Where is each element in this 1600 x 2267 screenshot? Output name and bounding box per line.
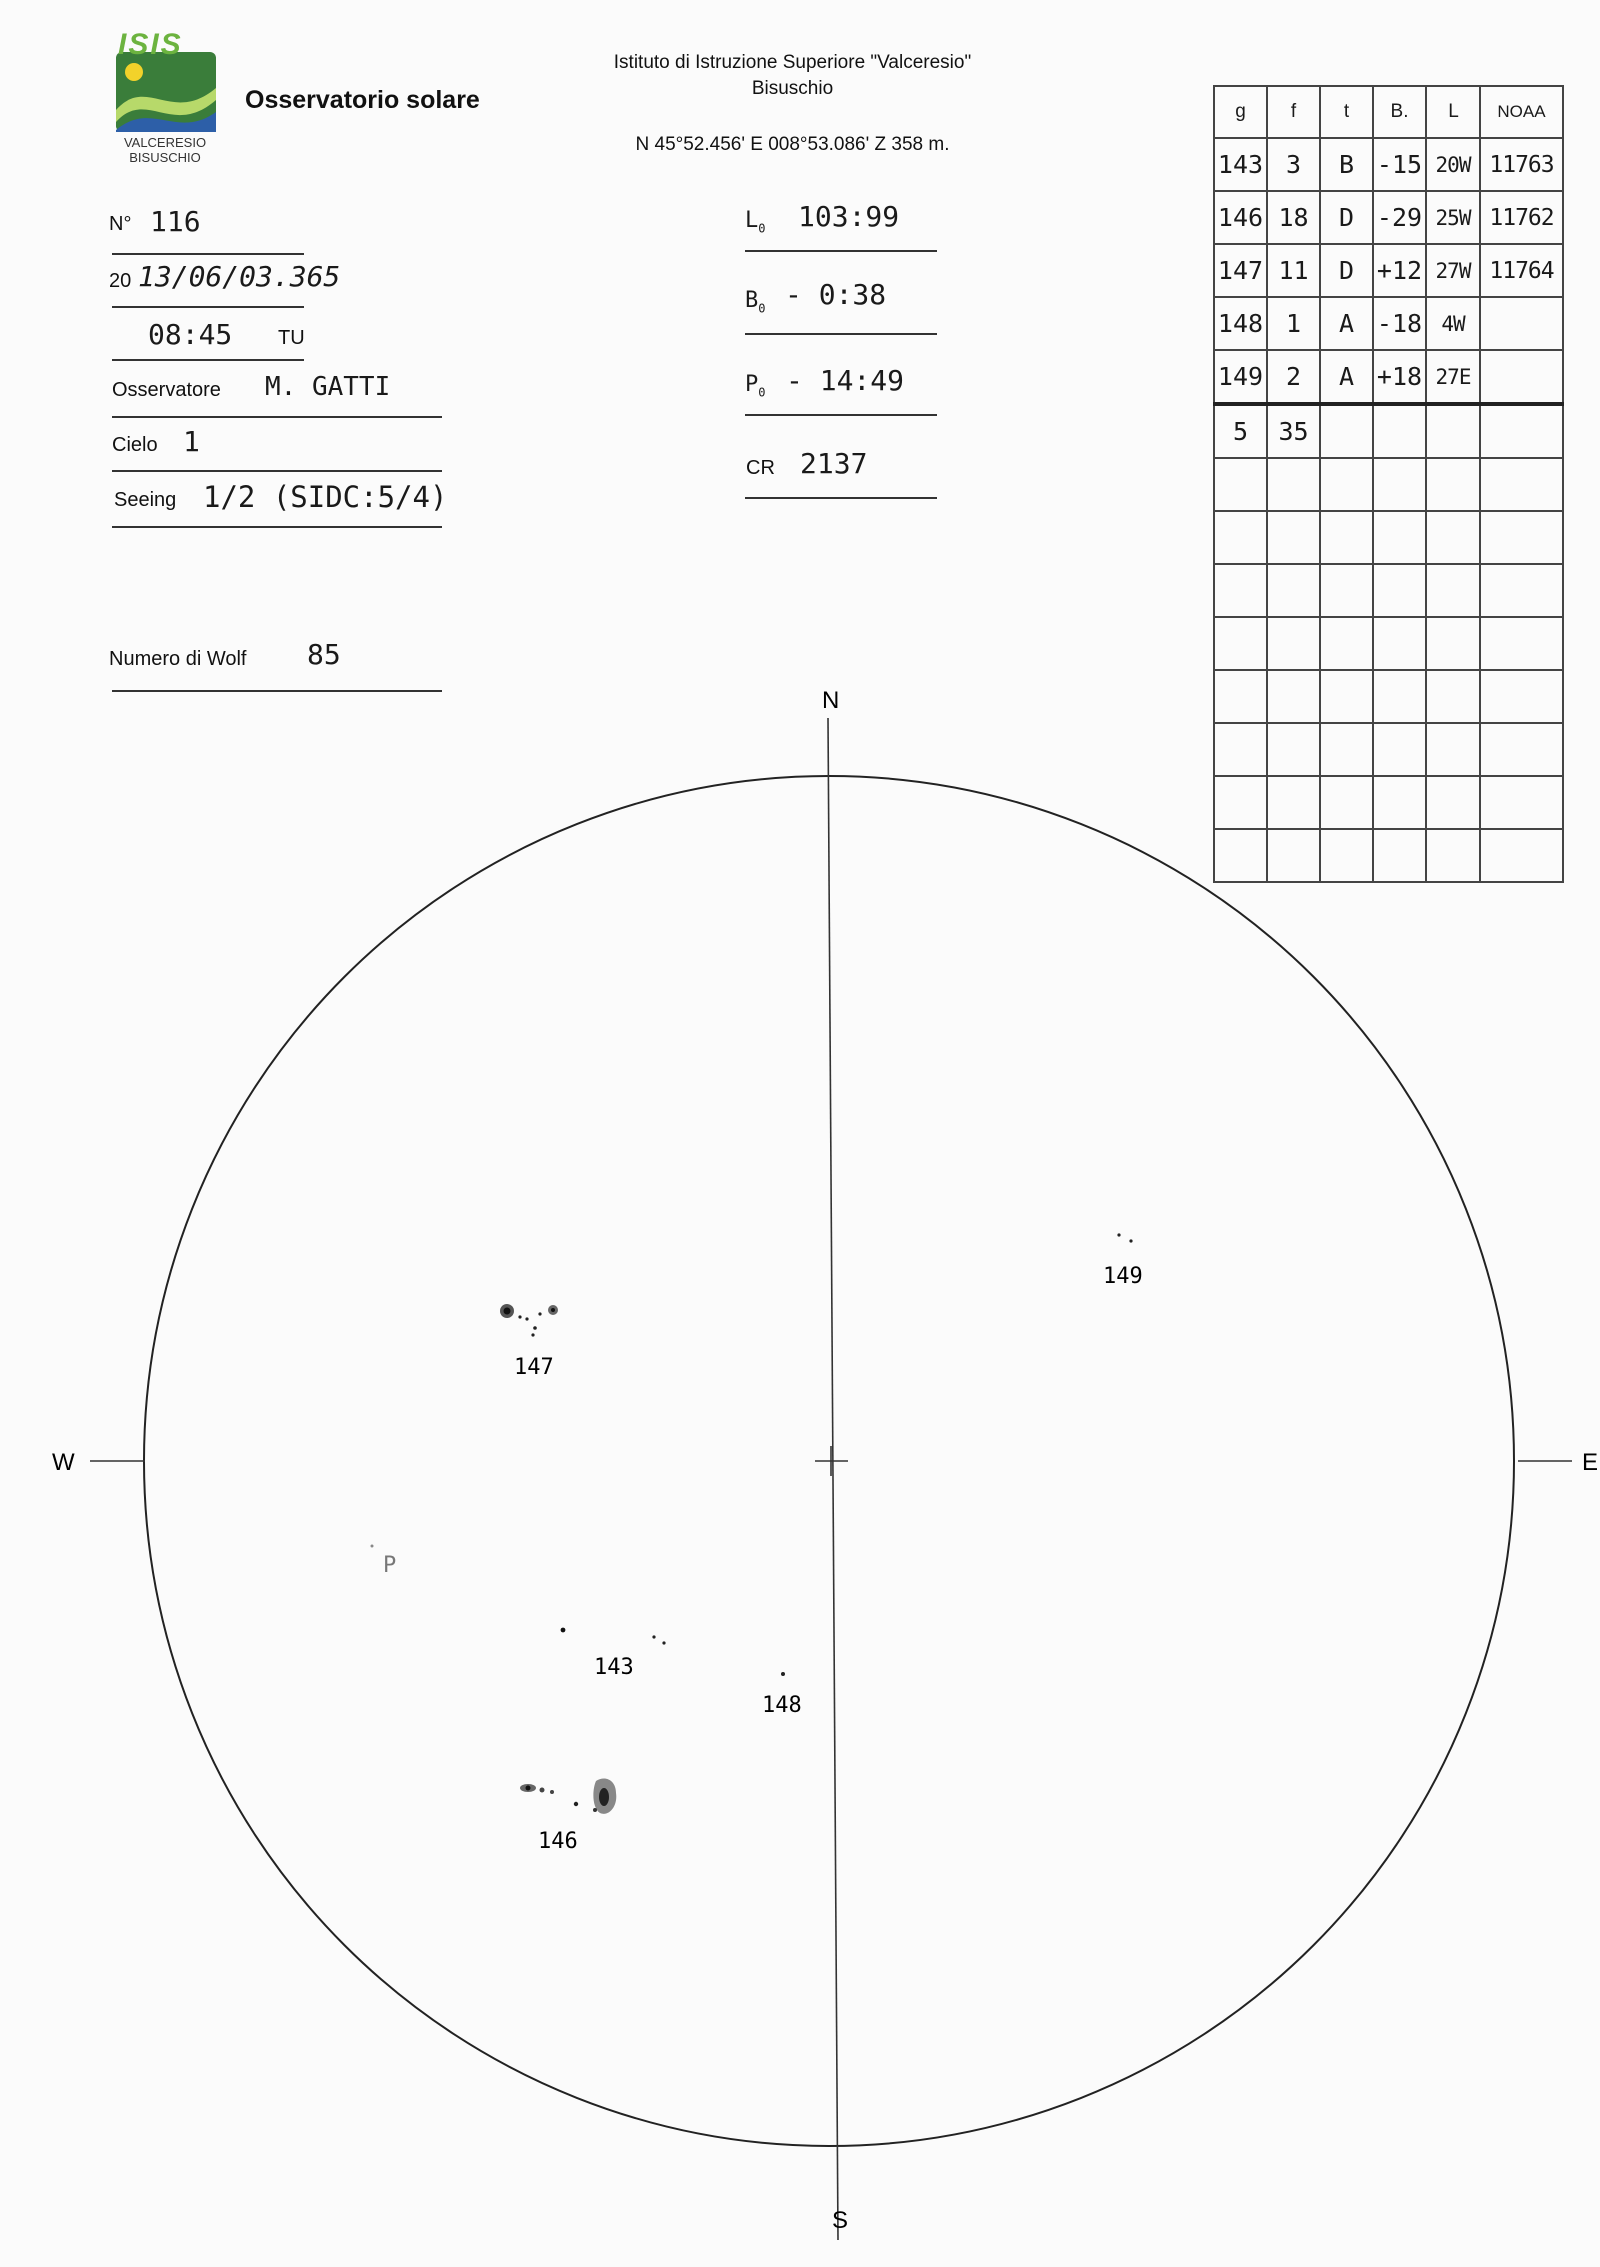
sunspot-group-146	[520, 1778, 616, 1813]
south-label: S	[832, 2207, 849, 2234]
table-cell: 143	[1214, 138, 1267, 191]
table-cell: A	[1320, 297, 1373, 350]
table-cell: +18	[1373, 350, 1426, 404]
table-cell: A	[1320, 350, 1373, 404]
time-unit: TU	[278, 327, 305, 349]
table-cell: -15	[1373, 138, 1426, 191]
p0-label: $P_0$	[745, 372, 766, 400]
north-label: N	[822, 687, 840, 714]
table-cell: 2	[1267, 350, 1320, 404]
group-label-147: 147	[514, 1355, 554, 1380]
observation-time: 08:45	[148, 318, 233, 351]
cr-label: CR	[746, 457, 775, 479]
north-south-axis	[828, 718, 838, 2240]
observation-number: 116	[150, 205, 201, 238]
polar-mark: P	[383, 1553, 397, 1578]
table-cell: +12	[1373, 244, 1426, 297]
table-cell: 11762	[1480, 191, 1563, 244]
table-cell: NOAA	[1480, 86, 1563, 138]
table-cell: 35	[1267, 404, 1320, 458]
table-cell: L	[1426, 86, 1480, 138]
logo-subtitle-2: BISUSCHIO	[129, 150, 201, 165]
p0-value: - 14:49	[786, 364, 905, 397]
west-label: W	[52, 1449, 75, 1476]
wolf-number: 85	[307, 638, 341, 671]
table-cell: D	[1320, 244, 1373, 297]
table-cell: 3	[1267, 138, 1320, 191]
east-label: E	[1582, 1449, 1599, 1476]
table-cell: 11	[1267, 244, 1320, 297]
table-cell: -18	[1373, 297, 1426, 350]
sunspot-group-147	[500, 1304, 558, 1337]
sky-label: Cielo	[112, 434, 158, 456]
date-prefix: 20	[109, 270, 132, 292]
sunspot-group-149	[1117, 1233, 1132, 1242]
table-cell: 20W	[1426, 138, 1480, 191]
institute-name: Istituto di Istruzione Superiore "Valceresio"	[613, 52, 972, 73]
table-cell: -29	[1373, 191, 1426, 244]
table-cell: 11764	[1480, 244, 1563, 297]
table-cell: 27E	[1426, 350, 1480, 404]
table-cell: 1	[1267, 297, 1320, 350]
table-cell: 27W	[1426, 244, 1480, 297]
l0-value: 103:99	[798, 200, 900, 233]
polar-dot	[371, 1545, 374, 1548]
logo-subtitle: VALCERESIO	[123, 135, 207, 150]
table-cell: g	[1214, 86, 1267, 138]
institute-city: Bisuschio	[751, 78, 834, 99]
table-cell: 4W	[1426, 297, 1480, 350]
table-cell: 146	[1214, 191, 1267, 244]
group-label-149: 149	[1103, 1264, 1143, 1289]
observation-date: 13/06/03.365	[138, 260, 341, 293]
table-cell: f	[1267, 86, 1320, 138]
number-label: N°	[109, 213, 132, 235]
table-cell: B	[1320, 138, 1373, 191]
table-cell: 11763	[1480, 138, 1563, 191]
b0-label: $B_0$	[745, 288, 766, 316]
logo-wordmark: ISIS	[118, 28, 183, 61]
table-cell: 148	[1214, 297, 1267, 350]
sky-value: 1	[183, 425, 200, 458]
table-cell: 149	[1214, 350, 1267, 404]
sunspot-group-148	[781, 1672, 785, 1676]
table-cell: t	[1320, 86, 1373, 138]
b0-value: - 0:38	[785, 278, 887, 311]
table-cell: D	[1320, 191, 1373, 244]
group-label-146: 146	[538, 1829, 578, 1854]
table-cell: 147	[1214, 244, 1267, 297]
cr-value: 2137	[800, 447, 868, 480]
seeing-value: 1/2 (SIDC:5/4)	[203, 480, 448, 514]
observatory-title: Osservatorio solare	[245, 86, 480, 114]
sunspot-group-143	[561, 1628, 666, 1645]
table-cell: 18	[1267, 191, 1320, 244]
observer-label: Osservatore	[112, 379, 221, 401]
table-cell: 5	[1214, 404, 1267, 458]
site-coordinates: N 45°52.456' E 008°53.086' Z 358 m.	[635, 134, 950, 155]
observer-name: M. GATTI	[265, 372, 391, 402]
table-cell: B.	[1373, 86, 1426, 138]
table-cell: 25W	[1426, 191, 1480, 244]
l0-label: $L_0$	[745, 208, 766, 236]
group-label-143: 143	[594, 1655, 634, 1680]
wolf-label: Numero di Wolf	[109, 648, 247, 670]
group-label-148: 148	[762, 1693, 802, 1718]
seeing-label: Seeing	[114, 489, 177, 511]
